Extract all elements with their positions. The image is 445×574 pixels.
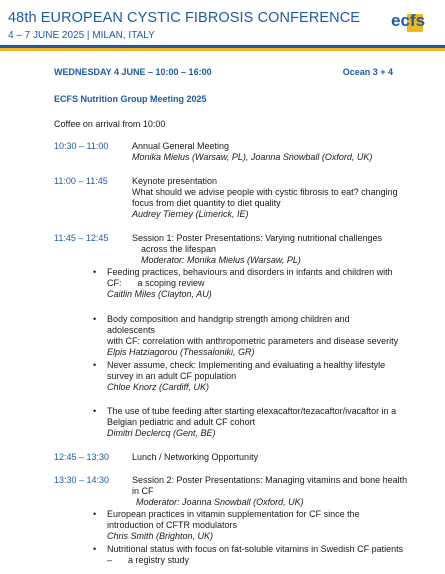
list-item <box>107 314 399 358</box>
poster-title: survey in an adult CF population <box>107 371 237 381</box>
session-title: Annual General Meeting <box>132 141 230 151</box>
poster-author: Dimitri Declercq (Gent, BE) <box>107 428 216 438</box>
session-time: 10:30 – 11:00 <box>54 141 109 151</box>
poster-title: • Feeding practices, behaviours and disorders in infants and children with <box>107 267 393 277</box>
conference-title: 48th EUROPEAN CYSTIC FIBROSIS CONFERENCE <box>8 10 361 26</box>
poster-title: • Never assume, check: Implementing and evaluating a healthy lifestyle <box>107 360 386 370</box>
conference-dates: 4 – 7 JUNE 2025 | MILAN, ITALY <box>8 30 155 41</box>
ecfs-logo <box>387 6 439 40</box>
page-header <box>0 0 445 48</box>
coffee-note: Coffee on arrival from 10:00 <box>54 119 166 129</box>
list-item <box>107 406 399 439</box>
session-moderator: Moderator: Monika Mielus (Warsaw, PL) <box>141 255 301 265</box>
session-people: Monika Mielus (Warsaw, PL), Joanna Snowball (Oxford, UK) <box>132 152 373 162</box>
session-title: Lunch / Networking Opportunity <box>132 452 259 462</box>
group-heading: ECFS Nutrition Group Meeting 2025 <box>54 94 207 104</box>
poster-title: • European practices in vitamin supplementation for CF since the <box>107 509 360 519</box>
poster-title: • Body composition and handgrip strength among children and adolescents <box>107 314 350 335</box>
session-title: Session 1: Poster Presentations: Varying nutritional challenges <box>132 233 382 243</box>
session-title: Keynote presentation <box>132 176 218 186</box>
session-line: in CF <box>132 486 154 496</box>
room-label: Ocean 3 + 4 <box>342 67 393 77</box>
session-moderator: Moderator: Joanna Snowball (Oxford, UK) <box>136 497 304 507</box>
poster-title: Belgian pediatric and adult CF cohort <box>107 417 256 427</box>
session-time: 11:00 – 11:45 <box>54 176 108 186</box>
poster-title: introduction of CFTR modulators <box>107 520 238 530</box>
poster-author: Caitlin Miles (Clayton, AU) <box>107 289 212 299</box>
poster-title: • Nutritional status with focus on fat-soluble vitamins in Swedish CF patients <box>107 544 404 554</box>
list-item <box>107 544 407 566</box>
poster-author: Chris Smith (Brighton, UK) <box>107 531 214 541</box>
poster-author: Chloe Knorz (Cardiff, UK) <box>107 382 210 392</box>
day-heading: WEDNESDAY 4 JUNE – 10:00 – 16:00 <box>54 67 212 77</box>
poster-author: Elpis Hatziagorou (Thessaloniki, GR) <box>107 347 255 357</box>
session-people: Audrey Tierney (Limerick, IE) <box>132 209 249 219</box>
session-time: 12:45 – 13:30 <box>54 452 110 462</box>
session-title: Session 2: Poster Presentations: Managing vitamins and bone health <box>132 475 408 485</box>
list-item <box>107 267 399 300</box>
list-item <box>107 509 399 542</box>
poster-title: CF: a scoping review <box>107 278 205 288</box>
session-line: What should we advise people with cystic fibrosis to eat? changing <box>132 187 398 197</box>
header-rule-yellow <box>0 48 445 51</box>
session-time: 11:45 – 12:45 <box>54 233 109 243</box>
poster-title: with CF: correlation with anthropometric parameters and disease severity <box>107 336 399 346</box>
session-line: across the lifespan <box>141 244 217 254</box>
list-item <box>107 360 399 393</box>
session-line: focus from diet quantity to diet quality <box>132 198 281 208</box>
poster-title: – a registry study <box>107 555 190 565</box>
logo-text: ecfs <box>391 11 426 30</box>
session-time: 13:30 – 14:30 <box>54 475 110 485</box>
poster-title: • The use of tube feeding after starting elexacaftor/tezacaftor/ivacaftor in a <box>107 406 397 416</box>
